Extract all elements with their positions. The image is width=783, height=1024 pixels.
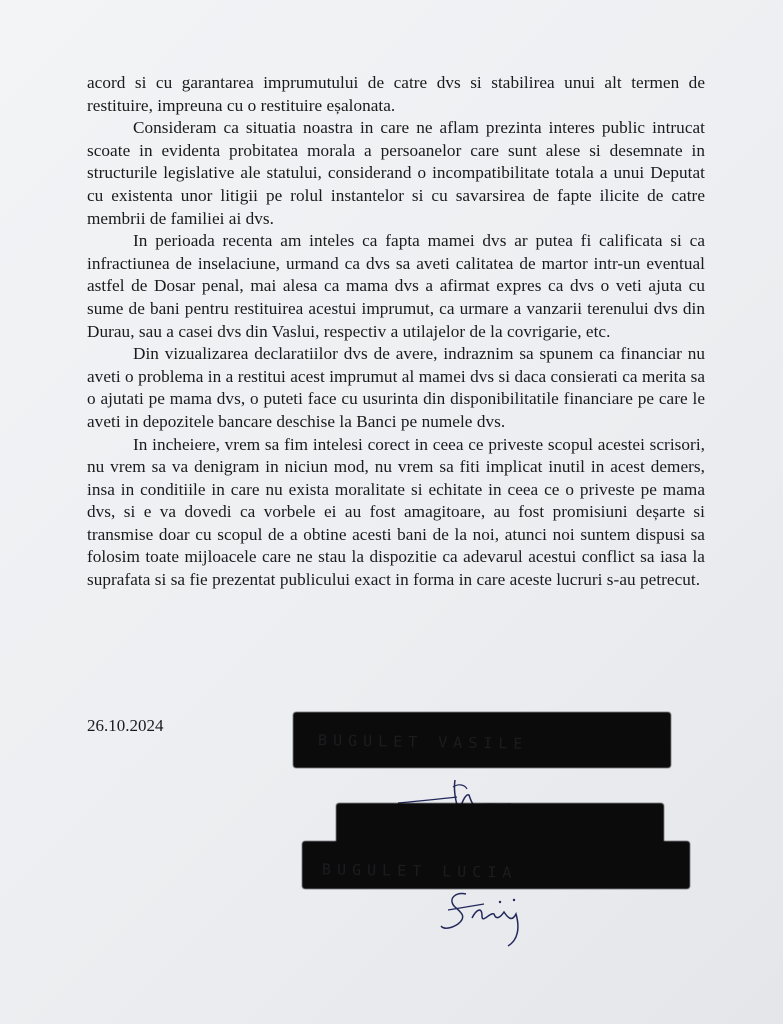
paragraph-1: acord si cu garantarea imprumutului de catre dvs si stabilirea unui alt termen de restituire, impreuna cu o restituire eșalonata. [87, 73, 705, 115]
paragraph-2: Consideram ca situatia noastra in care ne aflam prezinta interes public intrucat scoate in evidenta probitatea morala a persoanelor care sunt alese si desemnate in structurile legislative ale statului, considerand o incompatibilitate totala a unui Deputat cu existenta unor litigii pe rolul instantelor si cu savarsirea de fapte ilicite de catre membrii de familiei ai dvs. [87, 118, 705, 228]
paragraph-3: In perioada recenta am inteles ca fapta mamei dvs ar putea fi calificata si ca infractiunea de inselaciune, urmand ca dvs sa aveti calitatea de martor intr-un eventual astfel de Dosar penal, mai alesa ca mama dvs a afirmat expres ca dvs o veti ajuta cu sume de bani pentru restituirea acestui imprumut, ca urmare a vanzarii terenului dvs din Durau, sau a casei dvs din Vaslui, respectiv a utilajelor de la covrigarie, etc. [87, 231, 705, 341]
letter-date: 26.10.2024 [87, 716, 164, 735]
letter-body [87, 72, 705, 592]
paragraph-5: In incheiere, vrem sa fim intelesi corect in ceea ce priveste scopul acestei scrisori, nu vrem sa va denigram in niciun mod, nu vrem sa fiti implicat inutil in acest demers, insa in conditiile in care nu exista moralitate si echitate in ceea ce o priveste pe mama dvs, si e va dovedi ca vorbele ei au fost amagitoare, au fost promisiuni deșarte si transmise doar cu scopul de a obtine acesti bani de la noi, atunci noi suntem dispusi sa folosim toate mijloacele care ne stau la dispozitie ca adevarul acestui conflict sa iasa la suprafata si sa fie prezentat publicului exact in forma in care aceste lucruri s-au petrecut. [87, 434, 705, 590]
paragraph-4: Din vizualizarea declaratiilor dvs de avere, indraznim sa spunem ca financiar nu aveti o problema in a restitui acest imprumut al mamei dvs si daca consierati ca merita sa o ajutati pe mama dvs, o puteti face cu usurinta din disponibilitatile financiare pe care le aveti in depozitele bancare deschise la Banci pe numele dvs. [87, 344, 705, 431]
signature-2 [438, 888, 533, 950]
redacted-name-2: BUGULET LUCIA [321, 860, 518, 882]
redacted-name-1: BUGULET VASILE [317, 731, 529, 753]
